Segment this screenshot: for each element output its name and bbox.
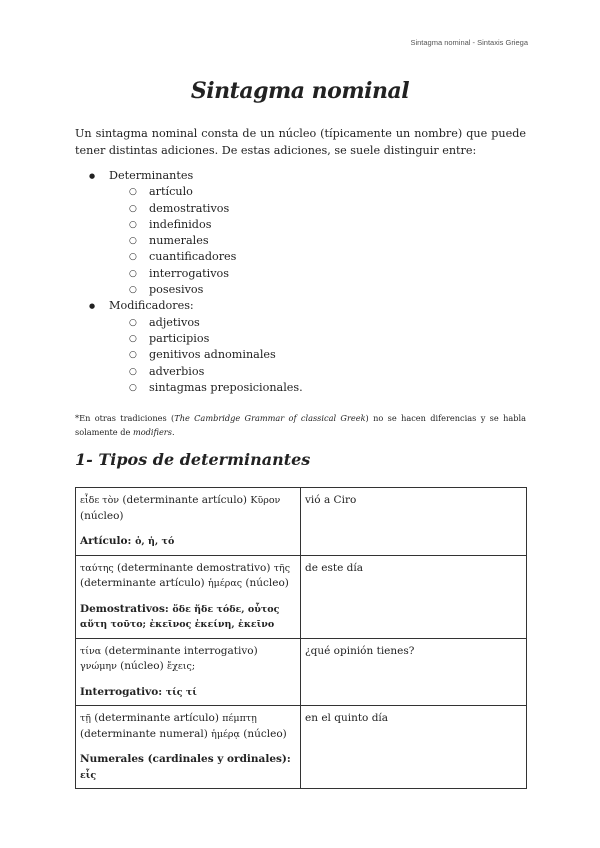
category-label <box>80 534 296 550</box>
greek-forms: ὅδε ἥδε τόδε, οὗτος αὕτη τοῦτο; ἐκεῖνος ἐκείνη, ἐκεῖνο <box>80 603 280 630</box>
table-row <box>76 555 527 638</box>
book-title: The Cambridge Grammar of classical Greek <box>174 413 366 423</box>
sublist-item: ○ posesivos <box>75 282 303 298</box>
sublist-item: ○ cuantificadores <box>75 249 303 265</box>
determinants-table <box>75 487 527 789</box>
list-item: ● Modificadores: <box>75 298 303 314</box>
sublist-item: ○ sintagmas preposicionales. <box>75 380 303 396</box>
gloss: (núcleo) <box>242 577 289 589</box>
footnote <box>75 411 526 439</box>
category-name: Interrogativo: <box>80 685 166 698</box>
classification-list <box>75 168 303 396</box>
sublist-item: ○ adjetivos <box>75 315 303 331</box>
page-header: Sintagma nominal - Sintaxis Griega <box>410 38 528 47</box>
greek-word: πέμπτῃ <box>222 713 257 724</box>
example-text <box>80 561 296 592</box>
sublist-item: ○ adverbios <box>75 364 303 380</box>
greek-word: ἡμέρᾳ <box>211 728 240 740</box>
greek-word: εἶδε τὸν <box>80 495 120 506</box>
note-text: . <box>171 427 175 437</box>
category-label <box>80 685 296 701</box>
table-row <box>76 638 527 706</box>
note-term: modifiers <box>132 427 172 437</box>
page-title: Sintagma nominal <box>190 78 410 104</box>
example-text <box>80 711 296 742</box>
greek-word: γνώμην <box>80 661 117 672</box>
sublist-item: ○ genitivos adnominales <box>75 347 303 363</box>
table-row <box>76 706 527 789</box>
translation-cell: vió a Ciro <box>301 488 527 556</box>
sublist-item: ○ indefinidos <box>75 217 303 233</box>
example-text <box>80 644 296 675</box>
list-item: ● Determinantes <box>75 168 303 184</box>
sublist-item: ○ artículo <box>75 184 303 200</box>
category-label <box>80 602 296 633</box>
gloss: (determinante artículo) <box>90 712 223 724</box>
sublist-item: ○ participios <box>75 331 303 347</box>
example-cell <box>76 706 301 789</box>
category-name: Numerales (cardinales y ordinales): <box>80 753 291 765</box>
translation-cell: de este día <box>301 555 527 638</box>
table-row <box>76 488 527 556</box>
greek-forms: ὁ, ἡ, τό <box>135 536 175 547</box>
greek-forms: τίς τί <box>165 686 197 698</box>
sublist-item: ○ interrogativos <box>75 266 303 282</box>
sublist-item: ○ numerales <box>75 233 303 249</box>
translation-cell: ¿qué opinión tienes? <box>301 638 527 706</box>
greek-word: ταύτης <box>80 562 114 574</box>
gloss: (determinante artículo) <box>80 577 208 589</box>
gloss: (determinante numeral) <box>80 727 212 740</box>
greek-word: Κῦρον <box>250 495 281 506</box>
greek-forms: εἷς <box>80 769 97 781</box>
example-cell <box>76 555 301 638</box>
greek-word: τῆς <box>273 562 291 574</box>
greek-word: τίνα <box>80 645 102 657</box>
gloss: (núcleo) <box>116 660 168 672</box>
note-text: ) no se hacen diferencias y se habla solamente de <box>75 413 526 437</box>
greek-word: ἔχεις; <box>167 661 196 672</box>
section-heading: 1- Tipos de determinantes <box>75 450 311 469</box>
intro-paragraph: Un sintagma nominal consta de un núcleo (típicamente un nombre) que puede tener distintas adiciones. De estas adiciones, se suele distinguir entre: <box>75 127 526 157</box>
example-cell <box>76 638 301 706</box>
example-text <box>80 493 296 524</box>
gloss: (determinante interrogativo) <box>101 644 258 657</box>
sublist-item: ○ demostrativos <box>75 201 303 217</box>
example-cell <box>76 488 301 556</box>
note-text: *En otras tradiciones ( <box>75 413 175 423</box>
category-label <box>80 752 296 783</box>
greek-word: ἡμέρας <box>207 578 243 589</box>
translation-cell: en el quinto día <box>301 706 527 789</box>
category-name: Demostrativos: <box>80 602 173 615</box>
category-name: Artículo: <box>80 535 136 547</box>
gloss: (núcleo) <box>80 509 124 522</box>
greek-word: τῇ <box>80 713 91 724</box>
gloss: (núcleo) <box>239 727 287 740</box>
gloss: (determinante demostrativo) <box>113 561 274 574</box>
gloss: (determinante artículo) <box>119 494 251 506</box>
